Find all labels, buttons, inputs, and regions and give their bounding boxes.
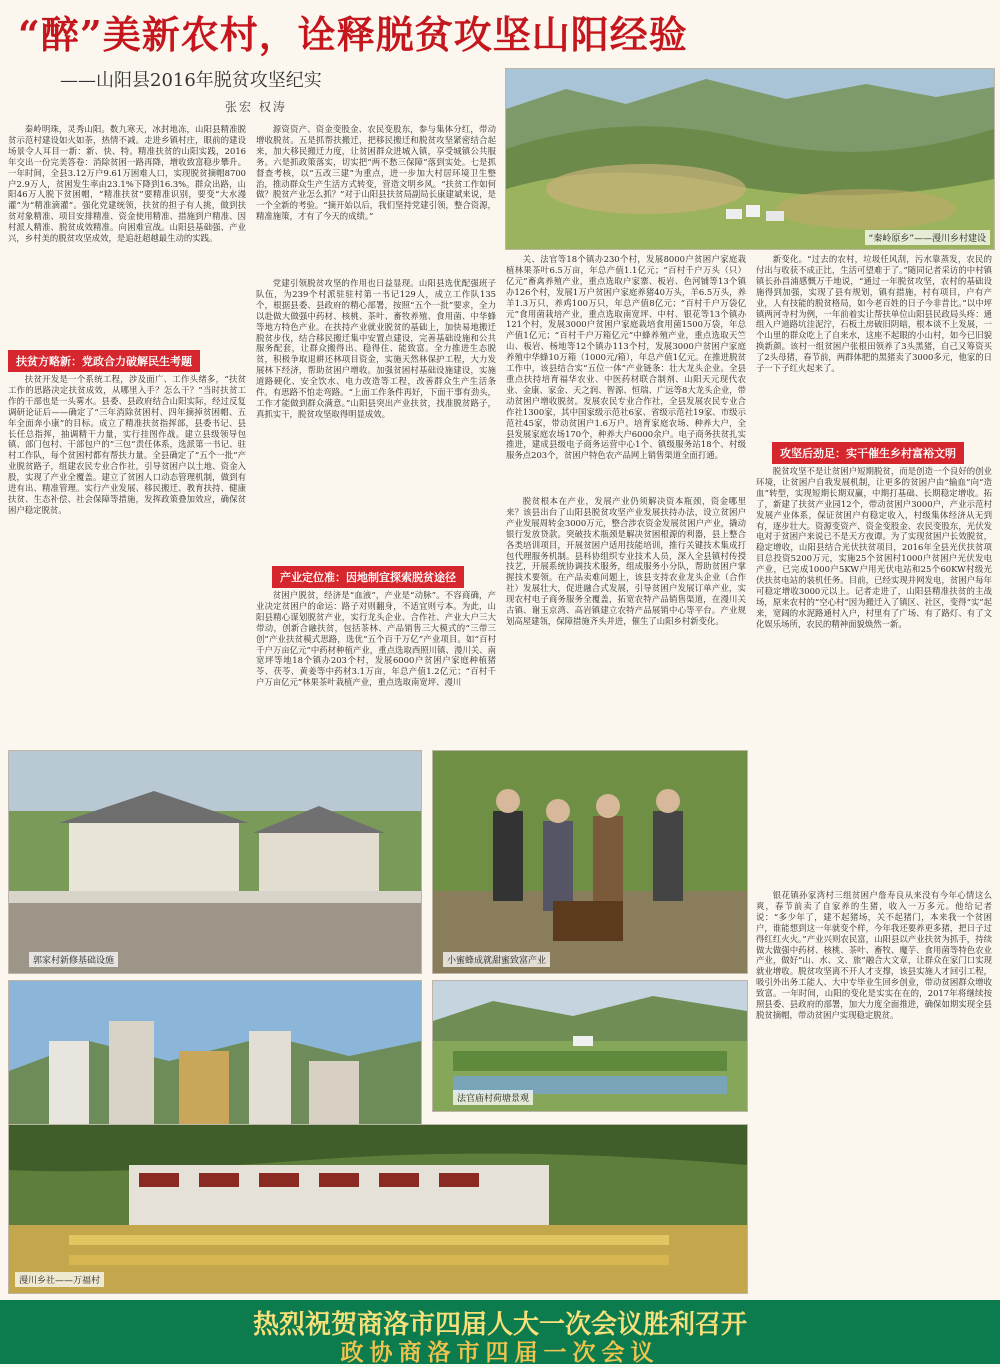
column-1-bottom xyxy=(8,374,246,742)
section-heading-2: 产业定位准：因地制宜探索脱贫途径 xyxy=(272,566,464,588)
column-3-top xyxy=(506,254,746,492)
column-1-top xyxy=(8,124,246,346)
paragraph: 扶贫开发是一个系统工程，涉及面广、工作头绪多，“扶贫工作的思路决定扶贫成效，从哪里入手？怎么干？”当时扶贫工作的干部也是一头雾水。县委、县政府结合山阳实际，经过反复调研论证后——确定了“三年消除贫困村、四年摘掉贫困帽、五年全面奔小康”的目标。成立了精准扶贫指挥部，县委书记、县长任总指挥，抽调精干力量，实行挂图作战。建立县级领导包镇、部门包村、干部包户的“三包”责任体系，选派第一书记、驻村工作队，每个贫困村都有帮扶力量。全县确定了“五个一批”产业脱贫路子，组建农民专业合作社，引导贫困户以土地、资金入股，实现了产业全覆盖。建立了贫困人口动态管理机制，做到有进有出、精准管理。实行产业发展、移民搬迁、教育扶持、健康扶贫、生态补偿、社会保障等措施，发挥政策叠加效应，确保贫困户稳定脱贫。 xyxy=(8,374,246,515)
paragraph: 脱贫根本在产业，发展产业仍须解决资本瓶颈，资金哪里来？该县出台了山阳县脱贫攻坚产业发展扶持办法，设立贫困户产业发展周转金3000万元，整合涉农资金发展贫困户产业，撬动银行发放贷款。突破技术瓶颈是解决贫困根源的利器，县上整合各类培训项目，开展贫困户适用技能培训，推行关键技术集成打包代理服务机制。县科协组织专业技术人员，深入全县镇村传授技艺，开展系统协调技术服务，组成服务小分队，帮助贫困户掌握技术要领。在产品卖难问题上，该县支持农业龙头企业（合作社）发展壮大，促进融合式发展，引导贫困户发展订单产业，实现农村电子商务服务全覆盖，拓宽农特产品销售渠道，在漫川关古镇、谢玉京湾、高岩镇建立农特产品展销中心等平台。产业规划高屋建瓴，保障措施齐头并进，催生了山阳乡村新变化。 xyxy=(506,496,746,626)
photo-guojia-illustration xyxy=(9,751,421,973)
footer-banner xyxy=(0,1300,1000,1364)
column-4-mid xyxy=(756,466,992,886)
footer-line-1: 热烈祝贺商洛市四届人大一次会议胜利召开 xyxy=(252,1310,747,1340)
byline: 张宏 权涛 xyxy=(225,100,287,114)
photo-bee-illustration xyxy=(433,751,747,973)
photo-top-illustration xyxy=(506,69,994,249)
section-heading-3: 攻坚后劲足：实干催生乡村富裕文明 xyxy=(772,442,964,464)
column-4-top xyxy=(756,254,992,438)
column-3-bottom xyxy=(506,496,746,742)
column-2-bottom xyxy=(256,590,496,742)
paragraph: 关、法官等18个镇办230个村，发展8000户贫困户家庭栽植林果茶叶6.5万亩，年总产值1.1亿元；“百村千户万头（只）亿元”畜禽养殖产业，重点选取户家寨、板岩、色河铺等13个镇办126个村，发展1万户贫困户家庭养猪40万头，羊6.5万头，养羊1.3万只，养鸡100万只，年总产值8亿元；“百村千户万袋亿元”食用菌栽培产业，重点选取南宽坪、中村、银花等13个镇办121个村，发展3000户贫困户家庭栽培食用菌1500万袋，年总产值1亿元；“百村千户万箱亿元”中蜂养殖产业，重点选取天竺山、板岩、杨地等12个镇办113个村，发展3000户贫困户家庭养殖中华蜂10万箱（1000元/箱），年总产值1亿元。在推进脱贫工作中，该县结合实“五位一体”产业链条：壮大龙头企业。全县重点扶持培育福华农业、中医药材联合制剂、山阳天元现代农业、金康、家金、天之润、智源、恒瑞、广远等8大龙头企业，带动贫困户增收脱贫。发展农民专业合作社，全县发展农民专业合作社1300家，其中国家级示范社6家、省级示范社19家、市级示范社45家，带动贫困户1.6万户。培育家庭农场、种养大户，全县发展家庭农场170个，种养大户6000余户。电子商务扶贫扎实推进，建成县级电子商务运营中心1个、镇级服务站18个、村级服务点203个，贫困户特色农产品网上销售渠道全面打通。 xyxy=(506,254,746,461)
subtitle: ——山阳县2016年脱贫攻坚纪实 xyxy=(60,70,322,91)
photo-wanfu-village xyxy=(8,1124,748,1294)
photo-top-caption: “秦岭原乡”——漫川乡村建设 xyxy=(865,230,990,245)
paragraph: 新变化。“过去的农村，垃圾任风刮，污水靠蒸发，农民的付出与收获不成正比，生活可望难于了。”随同记者采访的中村镇镇长孙昌浦感慨万千地说，“通过一年脱贫攻坚，农村的基础设施得到加强，实现了县有规划，镇有措施，村有项目，户有产业，人有技能的脱贫格局，如今老百姓的日子今非昔比。”以中坪镇两河寺村为例，一年前着实让帮扶单位山阳县民政局头疼：通组入户道路坑洼泥泞，石板土房破旧阴暗，根本谈不上发展，一个山里的群众吃上了自来水，这座不起眼的小山村，如今已旧貌换新颜。该村一组贫困户张根田领养了3头黑猪，自己又筹资买了2头母猪，春节前，两群体肥的黑猪卖了3000多元，他家的日子一下子红火起来了。 xyxy=(756,254,992,374)
paragraph: 党建引领脱贫攻坚的作用也日益显现。山阳县选优配强班子队伍，为239个村派驻驻村第一书记129人，成立工作队135个，根据县委、县政府的精心部署，按照“五个一批”要求，全力以赴做大做强中药材、核桃、茶叶、畜牧养殖、食用菌、中华蜂等地方特色产业。在扶持产业就业脱贫的基础上，加快易地搬迁脱贫步伐，结合移民搬迁集中安置点建设，完善基础设施和公共服务配套，让群众搬得出、稳得住、能致富。全力推进生态脱贫，积极争取退耕还林项目资金，实施天然林保护工程，大力发展林下经济，帮助贫困户增收。加强贫困村基础设施建设，实施道路硬化、安全饮水、电力改造等工程，改善群众生产生活条件。有思路不怕走弯路。“上面工作条件再好，下面干事有劲头，工作才能做到群众满意。”山阳县突出产业扶贫，找准脱贫路子，真抓实干，脱贫攻坚取得明显成效。 xyxy=(256,278,496,419)
photo-wanfu-caption: 漫川乡社——万福村 xyxy=(15,1272,104,1287)
footer-line-2: 政协商洛市四届一次会议 xyxy=(340,1339,660,1366)
photo-bee-industry xyxy=(432,750,748,974)
photo-lotus-caption: 法官庙村荷塘景观 xyxy=(453,1090,533,1105)
paragraph: 秦岭明珠，灵秀山阳。数九寒天，冰封地冻，山阳县精准脱贫示范村建设如火如荼，热情不减。走进乡镇村庄，眼前的建设场景令人耳目一新：新、快、特。精准扶贫的山阳实践，2016年交出一份完美答卷：消除贫困一路再降，增收致富稳步攀升。一年时间，全县3.12万户9.61万困难人口，实现脱贫摘帽8700户2.9万人，贫困发生率由23.1%下降到16.3%。群众出路，山阳46万人脱下贫困帽，“精准扶贫”要精准识别，要变“大水漫灌”为“精准滴灌”。强化党建统领，扶贫的担子有人挑，做到扶贫对象精准、项目安排精准、资金使用精准、措施到户精准、因村派人精准、脱贫成效精准。向困难宣战。山阳县基础强、产业兴，乡村美的脱贫攻坚成效，是追赶超越最生动的实践。 xyxy=(8,124,246,244)
photo-bee-caption: 小蜜蜂成就甜蜜致富产业 xyxy=(443,952,550,967)
paragraph: 脱贫攻坚不是让贫困户短期脱贫，而是创造一个良好的创业环境，让贫困户自我发展机制，让更多的贫困户由“输血”向“造血”转型，实现短期长期双赢，中期打基础、长期稳定增收。拓了，新建了扶贫产业园12个，带动贫困户3000户，产业示范村发展产业体系，保证贫困户有稳定收入，村级集体经济从无到有，逐步壮大。资源变资产、资金变股金、农民变股东，光伏发电对于贫困户来说已不是天方夜谭。为了实现贫困户长效脱贫，稳定增收，山阳县结合光伏扶贫项目，2016年全县光伏扶贫项目总投资5200万元，实施25个贫困村1000户贫困户光伏发电产业，已完成1000户5KW户用光伏电站和25个60KW村级光伏扶贫电站的装机任务。目前，已经实现并网发电，贫困户每年可稳定增收3000元以上。记者走进了，山阳县精准扶贫的主战场，原来农村的“空心村”因为搬迁入了镇区、社区，变得“实”起来，宽阔的水泥路通村入户，村里有了广场、有了路灯、有了文化娱乐场所，农民的精神面貌焕然一新。 xyxy=(756,466,992,629)
column-4-bottom xyxy=(756,890,992,1290)
photo-guojia-village xyxy=(8,750,422,974)
paragraph: 源资资产、资金变股金、农民变股东，参与集体分红，带动增收脱贫。五是抓帮扶搬迁，把移民搬迁和脱贫攻坚紧密结合起来，加大移民搬迁力度，让贫困群众进城入镇，享受城镇公共服务。六是抓政策落实，切实把“两不愁三保障”落到实处。七是抓督查考核，以“五改三建”为重点，进一步加大村居环境卫生整治，推动群众生产生活方式转变，营造文明乡风。“扶贫工作如何做？脱贫产业怎么抓？”对于山阳县扶贫局副局长康建斌来说，是一个全新的考验。“摘开始以后，我们坚持党建引领，整合资源，精准施策，才有了今天的成绩。” xyxy=(256,124,496,222)
photo-top-village xyxy=(505,68,995,250)
column-2-mid xyxy=(256,278,496,560)
column-2-top xyxy=(256,124,496,274)
headline: “醉”美新农村，诠释脱贫攻坚山阳经验 xyxy=(18,12,688,57)
photo-guojia-caption: 郭家村新修基础设施 xyxy=(29,952,118,967)
photo-wanfu-illustration xyxy=(9,1125,747,1293)
paragraph: 贫困户脱贫，经济是“血液”，产业是“动脉”。不容商确，产业决定贫困户的命运：路子对则翻身，不适宜则亏本。为此，山阳县精心谋划脱贫产业，实行龙头企业、合作社、产业大户三大带动，创新合融扶贫，包括茶林、产品销售三大模式的“三带三创”产业扶贫模式思路，选优“五个百千万亿”产业项目。如“百村千户万亩亿元”中药材种植产业，重点选取西照川镇、漫川关、南宽坪等地18个镇办203个村，发展6000户贫困户家庭种植猪苓、茯苓、黄姜等中药材3.1万亩，年总产值1.2亿元；“百村千户万亩亿元”林果茶叶栽植产业，重点选取南宽坪、漫川 xyxy=(256,590,496,688)
photo-lotus-pond xyxy=(432,980,748,1112)
paragraph: 银花镇孙家湾村三组贫困户詹寿良从来没有今年心情这么爽，春节前卖了自家养的生猪，收入一万多元。他给记者说：“多少年了，建不起猪场，关不起猪门，本来我一个贫困户，谁能想到这一年就变个样，今年我还要养更多猪，把日子过得红红火火。”产业兴则农民富，山阳县以产业扶贫为抓手，持续做大做强中药材、核桃、茶叶、畜牧、魔芋、食用菌等特色农业产业，做好“山、水、文、旅”融合大文章，让群众在家门口实现就业增收。脱贫攻坚离不开人才支撑，该县实施人才回引工程，吸引外出务工能人、大中专毕业生回乡创业，带动贫困群众增收致富。一年时间，山阳的变化是实实在在的，2017年将继续按照县委、县政府的部署，加大力度全面推进，确保如期实现全县脱贫摘帽，带动贫困户实现稳定脱贫。 xyxy=(756,890,992,1020)
section-heading-1: 扶贫方略新：党政合力破解民生考题 xyxy=(8,350,200,372)
